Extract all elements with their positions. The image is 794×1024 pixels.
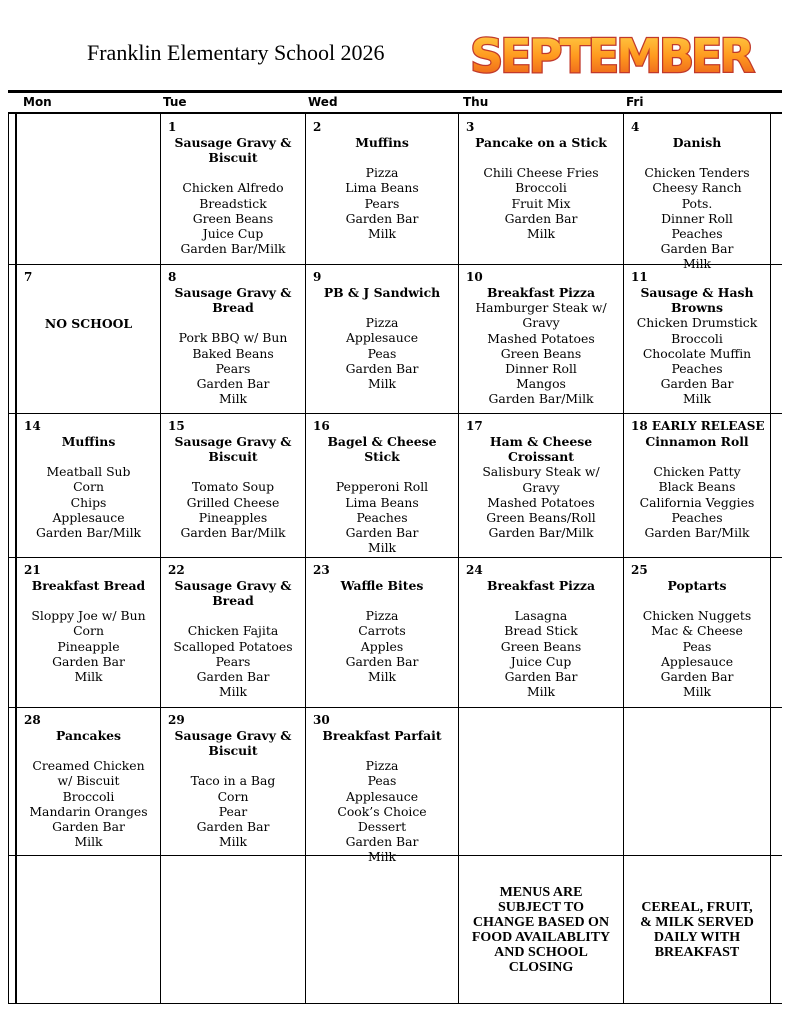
lunch-item: Chicken Nuggets	[642, 608, 752, 624]
day-cell	[160, 557, 305, 707]
lunch-item: Mandarin Oranges	[29, 803, 148, 819]
lunch-item: Scalloped Potatoes	[173, 638, 293, 654]
lunch-item: Broccoli	[515, 180, 567, 196]
week-row	[8, 114, 782, 272]
day-number: 23	[313, 563, 330, 577]
lunch-item: Sloppy Joe w/ Bun	[31, 608, 146, 624]
dayhead-fri: Fri	[626, 95, 644, 109]
day-cell	[305, 114, 458, 264]
lunch-item: Peaches	[356, 509, 408, 525]
lunch-item: Milk	[682, 256, 712, 272]
lunch-item: Taco in a Bag	[190, 773, 276, 789]
day-cell	[160, 707, 305, 855]
day-number: 10	[466, 270, 483, 284]
lunch-item: Pizza	[365, 315, 399, 331]
lunch-item: Pears	[215, 653, 251, 669]
spacer	[161, 608, 305, 623]
spacer	[306, 300, 458, 315]
lunch-item: Peas	[367, 773, 397, 789]
lunch-item: Green Beans	[500, 638, 582, 654]
lunch-item: Milk	[218, 834, 248, 850]
day-number: 28	[24, 713, 41, 727]
lunch-item: Garden Bar/Milk	[488, 525, 594, 541]
lunch-item: Milk	[74, 834, 103, 850]
empty-cell	[16, 114, 160, 264]
menu-content	[161, 578, 305, 699]
spacer	[161, 464, 305, 479]
lunch-item: Mac & Cheese	[651, 623, 743, 639]
breakfast-item: Bagel & Cheese Stick	[327, 434, 437, 465]
lunch-item: Applesauce	[52, 509, 125, 525]
day-cell	[623, 114, 771, 272]
lunch-item: Applesauce	[345, 330, 419, 346]
lunch-item: Peaches	[671, 509, 723, 525]
lunch-item: Garden Bar	[52, 819, 125, 835]
day-cell	[623, 264, 771, 413]
day-number: 24	[466, 563, 483, 577]
lunch-item: Garden Bar	[345, 360, 419, 376]
menu-content	[624, 285, 770, 407]
lunch-item: Chicken Fajita	[187, 623, 279, 639]
school-title: Franklin Elementary School 2026	[87, 40, 385, 65]
lunch-item: Chicken Alfredo	[182, 180, 284, 196]
menu-content	[161, 728, 305, 849]
lunch-item: Garden Bar	[345, 525, 419, 541]
svg-text:SEPTEMBER: SEPTEMBER	[470, 29, 752, 83]
menu-content	[306, 285, 458, 391]
spacer	[306, 743, 458, 758]
day-number: 29	[168, 713, 185, 727]
menu-content	[624, 434, 770, 540]
calendar-grid	[8, 112, 782, 1004]
lunch-item: Mashed Potatoes	[487, 330, 595, 346]
lunch-item: Pineapples	[198, 509, 268, 525]
lunch-item: Hamburger Steak w/ Gravy	[475, 300, 607, 331]
spacer	[306, 150, 458, 165]
lunch-item: Milk	[367, 376, 397, 392]
day-number: 14	[24, 419, 41, 433]
day-number: 2	[313, 120, 322, 134]
breakfast-item: Waffle Bites	[340, 578, 424, 593]
day-cell	[160, 264, 305, 413]
lunch-item: Corn	[73, 623, 104, 639]
breakfast-item: Pancake on a Stick	[475, 135, 607, 150]
spacer	[624, 593, 770, 608]
day-cell	[16, 557, 160, 707]
menu-content	[306, 578, 458, 684]
menu-content	[459, 285, 623, 407]
day-number: 1	[168, 120, 177, 134]
dayhead-mon: Mon	[23, 95, 52, 109]
day-number: 3	[466, 120, 475, 134]
lunch-item: Carrots	[358, 623, 406, 639]
breakfast-item: Danish	[672, 135, 722, 150]
lunch-item: Garden Bar	[504, 210, 578, 226]
menu-content	[161, 434, 305, 540]
lunch-item: Juice Cup	[202, 226, 264, 242]
day-cell	[305, 264, 458, 413]
lunch-item: Chicken Tenders	[644, 165, 750, 181]
lunch-item: Dinner Roll	[505, 361, 577, 377]
notes-row	[8, 855, 782, 1004]
lunch-item: Pears	[215, 360, 251, 376]
lunch-item: Bread Stick	[504, 623, 578, 639]
breakfast-item: PB & J Sandwich	[323, 285, 441, 300]
lunch-item: Milk	[74, 669, 103, 685]
lunch-item: Mashed Potatoes	[487, 494, 595, 510]
lunch-item: Garden Bar	[52, 653, 125, 669]
lunch-item: Garden Bar	[196, 669, 270, 685]
spacer	[17, 743, 160, 758]
lunch-item: Juice Cup	[510, 653, 572, 669]
day-cell	[458, 264, 623, 413]
empty-cell	[305, 855, 458, 1003]
lunch-item: Garden Bar/Milk	[35, 525, 142, 541]
lunch-item: Milk	[682, 684, 712, 700]
lunch-item: Milk	[526, 226, 556, 242]
lunch-item: Milk	[218, 391, 248, 407]
notes-cell	[623, 855, 771, 1003]
lunch-item: Pizza	[365, 608, 399, 624]
day-number: 30	[313, 713, 330, 727]
lunch-item: Broccoli	[671, 330, 723, 346]
day-number: 4	[631, 120, 640, 134]
month-banner	[466, 24, 756, 84]
lunch-item: Green Beans/Roll	[486, 510, 596, 526]
spacer	[161, 758, 305, 773]
empty-cell	[16, 855, 160, 1003]
lunch-item: Garden Bar	[660, 669, 734, 685]
breakfast-item: Poptarts	[667, 578, 727, 593]
day-cell	[623, 413, 771, 557]
lunch-item: Black Beans	[658, 479, 736, 495]
lunch-item: Milk	[367, 669, 397, 685]
lunch-item: Garden Bar/Milk	[180, 241, 286, 257]
lunch-item: Garden Bar	[196, 376, 270, 392]
day-number: 18 EARLY RELEASE	[631, 419, 765, 433]
breakfast-item: Breakfast Pizza	[487, 285, 595, 300]
lunch-item: Garden Bar	[345, 834, 419, 850]
breakfast-item: Ham & Cheese Croissant	[489, 434, 593, 465]
spacer	[459, 593, 623, 608]
cereal-note: CEREAL, FRUIT, & MILK SERVED DAILY WITH BREAKFAST	[640, 900, 754, 960]
menu-content	[306, 434, 458, 555]
lunch-item: Mangos	[516, 376, 566, 392]
lunch-item: Peaches	[671, 361, 723, 377]
spacer	[161, 165, 305, 180]
menu-content	[459, 434, 623, 540]
empty-cell	[160, 855, 305, 1003]
breakfast-item: Cinnamon Roll	[645, 434, 749, 449]
lunch-item: Green Beans	[192, 210, 274, 226]
day-cell	[16, 707, 160, 855]
spacer	[459, 150, 623, 165]
day-number: 17	[466, 419, 483, 433]
spacer	[161, 315, 305, 330]
breakfast-item: Sausage Gravy & Bread	[174, 578, 292, 609]
week-row	[8, 707, 782, 865]
day-number: 16	[313, 419, 330, 433]
lunch-item: Milk	[367, 849, 397, 865]
lunch-item: Cheesy Ranch Pots.	[652, 180, 742, 211]
breakfast-item: Sausage Gravy & Biscuit	[174, 728, 292, 759]
menu-change-note: MENUS ARE SUBJECT TO CHANGE BASED ON FOOD AVAILABLITY AND SCHOOL CLOSING	[471, 885, 611, 975]
day-cell	[305, 707, 458, 865]
lunch-item: Milk	[682, 391, 712, 407]
lunch-item: Lima Beans	[345, 180, 419, 196]
lunch-item: Garden Bar/Milk	[644, 525, 750, 541]
lunch-item: Chicken Drumstick	[636, 315, 758, 331]
day-cell	[16, 413, 160, 557]
lunch-item: Garden Bar/Milk	[180, 525, 286, 541]
breakfast-item: Sausage & Hash Browns	[640, 285, 754, 316]
lunch-item: Corn	[217, 788, 249, 804]
lunch-item: Milk	[526, 684, 556, 700]
spacer	[624, 150, 770, 165]
lunch-item: Garden Bar	[504, 669, 578, 685]
lunch-item: Salisbury Steak w/ Gravy	[482, 464, 600, 495]
breakfast-item: Sausage Gravy & Bread	[174, 285, 292, 316]
breakfast-item: Breakfast Bread	[31, 578, 146, 593]
day-number: 22	[168, 563, 185, 577]
lunch-item: Pineapple	[57, 638, 120, 654]
dayhead-tue: Tue	[163, 95, 187, 109]
lunch-item: Peaches	[671, 226, 723, 242]
day-number: 15	[168, 419, 185, 433]
lunch-item: Pears	[364, 195, 400, 211]
day-cell	[623, 557, 771, 707]
lunch-item: Garden Bar	[345, 653, 419, 669]
lunch-item: Chips	[70, 494, 107, 510]
month-wordart-logo	[466, 24, 756, 84]
spacer	[17, 449, 160, 464]
lunch-item: Pizza	[365, 758, 399, 774]
header-rule	[8, 90, 782, 93]
lunch-item: Green Beans	[500, 345, 582, 361]
lunch-item: Chocolate Muffin	[642, 345, 752, 361]
lunch-item: Broccoli	[62, 788, 115, 804]
breakfast-item: Breakfast Parfait	[322, 728, 442, 743]
lunch-item: Meatball Sub	[46, 464, 131, 480]
lunch-item: Baked Beans	[192, 345, 274, 361]
lunch-item: California Veggies	[639, 494, 755, 510]
menu-content	[459, 135, 623, 241]
lunch-item: Creamed Chicken w/ Biscuit	[32, 758, 145, 789]
week-row	[8, 557, 782, 708]
day-number: 11	[631, 270, 648, 284]
spacer	[306, 593, 458, 608]
day-cell	[458, 557, 623, 707]
lunch-item: Garden Bar	[660, 241, 734, 257]
day-cell	[16, 264, 160, 413]
menu-content	[161, 285, 305, 406]
empty-cell	[458, 707, 623, 855]
breakfast-item: Sausage Gravy & Biscuit	[174, 135, 292, 166]
day-cell	[160, 114, 305, 264]
lunch-item: Garden Bar/Milk	[488, 391, 594, 407]
menu-content	[624, 578, 770, 699]
no-school-label: NO SCHOOL	[44, 316, 133, 331]
lunch-item: Pear	[218, 803, 248, 819]
lunch-item: Lima Beans	[345, 494, 419, 510]
lunch-item: Garden Bar	[660, 376, 734, 392]
spacer	[17, 593, 160, 608]
breakfast-item: Muffins	[61, 434, 116, 449]
day-number: 25	[631, 563, 648, 577]
menu-content	[17, 578, 160, 684]
lunch-item: Corn	[73, 479, 104, 495]
lunch-item: Pizza	[365, 165, 399, 181]
day-cell	[458, 413, 623, 557]
menu-content	[306, 135, 458, 241]
lunch-item: Breadstick	[199, 195, 267, 211]
lunch-item: Applesauce	[345, 788, 419, 804]
lunch-item: Apples	[360, 638, 404, 654]
week-row	[8, 413, 782, 558]
notes-cell	[458, 855, 623, 1003]
day-cell	[305, 413, 458, 557]
breakfast-item: Muffins	[355, 135, 409, 150]
dayhead-wed: Wed	[308, 95, 338, 109]
menu-content	[161, 135, 305, 256]
lunch-item: Chicken Patty	[653, 464, 741, 480]
lunch-item: Lasagna	[514, 608, 568, 624]
day-cell	[458, 114, 623, 264]
lunch-item: Applesauce	[660, 653, 734, 669]
day-number: 9	[313, 270, 322, 284]
menu-content	[17, 434, 160, 540]
lunch-item: Milk	[367, 226, 397, 242]
lunch-item: Cook’s Choice Dessert	[337, 803, 427, 835]
spacer	[306, 464, 458, 479]
menu-content	[17, 728, 160, 849]
day-number: 7	[24, 270, 33, 284]
menu-content	[459, 578, 623, 699]
week-row	[8, 264, 782, 414]
day-cell	[160, 413, 305, 557]
breakfast-item: Breakfast Pizza	[487, 578, 595, 593]
day-cell	[305, 557, 458, 707]
lunch-item: Chili Cheese Fries	[483, 165, 599, 181]
lunch-item: Garden Bar	[345, 210, 419, 226]
lunch-item: Fruit Mix	[511, 195, 571, 211]
dayhead-thu: Thu	[463, 95, 489, 109]
spacer	[624, 449, 770, 464]
lunch-item: Pepperoni Roll	[335, 479, 429, 495]
lunch-item: Milk	[218, 684, 248, 700]
lunch-item: Dinner Roll	[661, 210, 733, 226]
lunch-item: Milk	[367, 540, 397, 556]
day-number: 21	[24, 563, 41, 577]
day-number: 8	[168, 270, 177, 284]
lunch-item: Peas	[367, 345, 397, 361]
lunch-item: Grilled Cheese	[186, 494, 280, 510]
lunch-item: Pork BBQ w/ Bun	[178, 330, 288, 346]
breakfast-item: Pancakes	[55, 728, 122, 743]
lunch-item: Tomato Soup	[191, 479, 275, 495]
breakfast-item: Sausage Gravy & Biscuit	[174, 434, 292, 465]
menu-content	[306, 728, 458, 865]
empty-cell	[623, 707, 771, 855]
menu-content	[624, 135, 770, 272]
lunch-item: Garden Bar	[196, 819, 270, 835]
lunch-item: Peas	[682, 638, 712, 654]
